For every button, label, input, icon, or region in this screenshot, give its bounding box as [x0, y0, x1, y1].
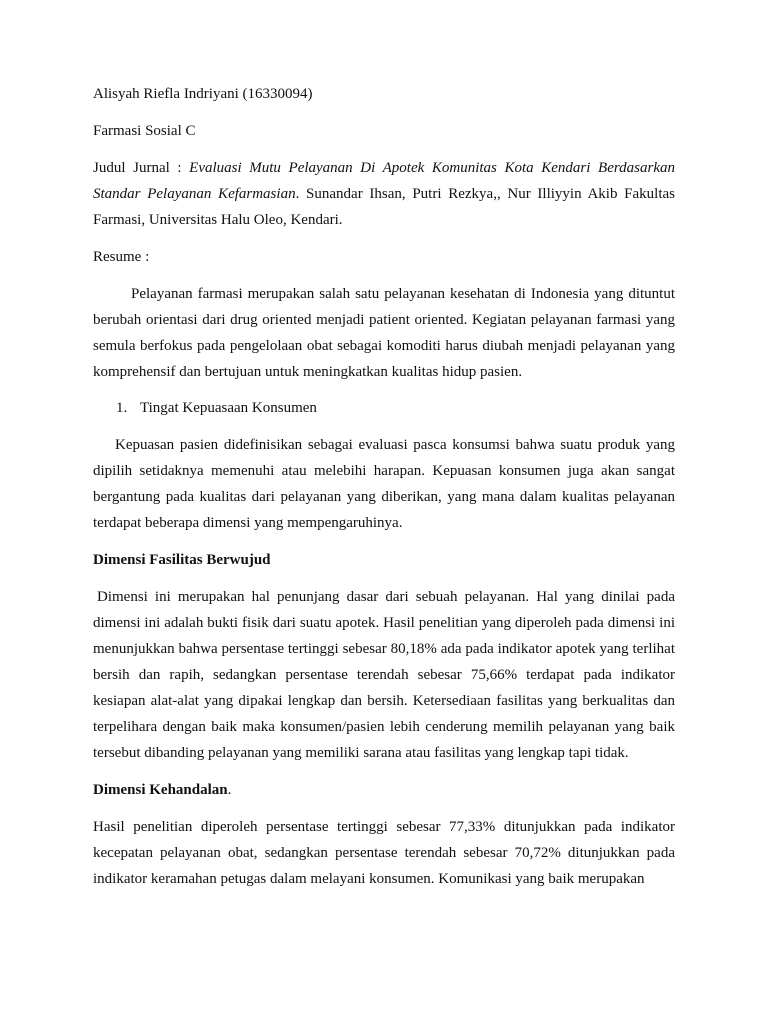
heading-kehandalan-line	[93, 777, 675, 803]
heading-fasilitas: Dimensi Fasilitas Berwujud	[93, 552, 271, 568]
intro-paragraph: Pelayanan farmasi merupakan salah satu pelayanan kesehatan di Indonesia yang dituntut berubah orientasi dari drug oriented menjadi patient oriented. Kegiatan pelayanan farmasi yang semula berfokus pada pengelolaan obat sebagai komoditi harus diubah menjadi pelayanan yang komprehensif dan bertujuan untuk meningkatkan kualitas hidup pasien.	[93, 286, 675, 380]
journal-reference	[93, 155, 675, 233]
heading-kehandalan-suffix: .	[227, 782, 232, 798]
heading-kehandalan: Dimensi Kehandalan	[93, 782, 228, 798]
author-line: Alisyah Riefla Indriyani (16330094)	[93, 86, 313, 102]
fasilitas-paragraph: Dimensi ini merupakan hal penunjang dasar dari sebuah pelayanan. Hal yang dinilai pada dimensi ini adalah bukti fisik dari suatu apotek. Hasil penelitian yang diperoleh pada dimensi ini menunjukkan bahwa persentase tertinggi sebesar 80,18% ada pada indikator apotek yang terlihat bersih dan rapih, sedangkan persentase terendah sebesar 75,66% terdapat pada indikator kesiapan alat-alat yang dipakai lengkap dan bersih. Ketersediaan fasilitas yang berkualitas dan terpelihara dengan baik maka konsumen/pasien lebih cenderung memilih pelayanan yang baik tersebut dibanding pelayanan yang memiliki sarana atau fasilitas yang lengkap tapi tidak.	[93, 589, 675, 761]
journal-label: Judul Jurnal :	[93, 160, 190, 176]
kepuasan-paragraph: Kepuasan pasien didefinisikan sebagai evaluasi pasca konsumsi bahwa suatu produk yang dipilih setidaknya memenuhi atau melebihi harapan. Kepuasan konsumen juga akan sangat bergantung pada kualitas dari pelayanan yang diberikan, yang mana dalam kualitas pelayanan terdapat beberapa dimensi yang mempengaruhinya.	[93, 437, 675, 531]
class-line: Farmasi Sosial C	[93, 123, 196, 139]
resume-label: Resume :	[93, 249, 150, 265]
journal-authors: . Sunandar Ihsan, Putri Rezkya,, Nur Illiyyin Akib Fakultas Farmasi, Universitas Halu Oleo, Kendari.	[93, 186, 676, 228]
list-number: 1.	[116, 400, 128, 416]
list-item	[93, 395, 675, 421]
kehandalan-paragraph: Hasil penelitian diperoleh persentase tertinggi sebesar 77,33% ditunjukkan pada indikator kecepatan pelayanan obat, sedangkan persentase terendah sebesar 70,72% ditunjukkan pada indikator keramahan petugas dalam melayani konsumen. Komunikasi yang baik merupakan	[93, 819, 675, 887]
journal-title: Evaluasi Mutu Pelayanan Di Apotek Komunitas Kota Kendari Berdasarkan Standar Pelayanan Kefarmasian	[93, 160, 675, 202]
document-page	[93, 81, 675, 892]
list-text: Tingat Kepuasaan Konsumen	[140, 400, 317, 416]
